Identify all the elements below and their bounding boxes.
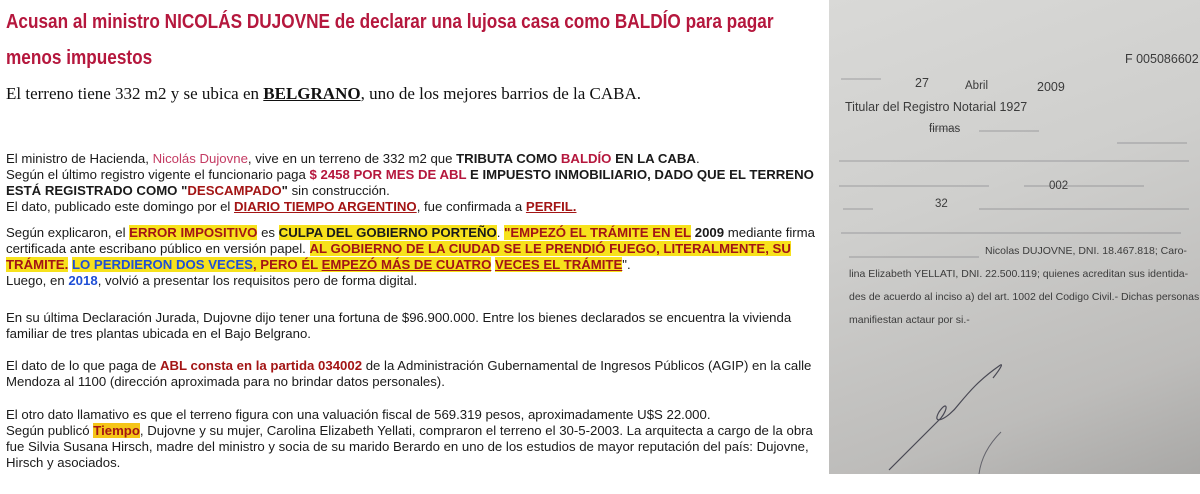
text-span: E IMPUESTO INMOBILIARIO, DADO QUE EL TERRENO ESTÁ REGISTRADO COMO ": [6, 167, 814, 198]
paragraph-5: [6, 407, 832, 471]
text-span: El dato, publicado este domingo por el: [6, 199, 234, 214]
text-span: Según explicaron, el: [6, 225, 130, 240]
text-span: sin construcción.: [287, 183, 390, 198]
paragraph-4: [6, 358, 832, 390]
document-line: des de acuerdo al inciso a) del art. 1002 del Codigo Civil.- Dichas personas: [849, 291, 1200, 303]
text-span: Luego, en: [6, 273, 69, 288]
text-span: "EMPEZÓ EL TRÁMITE EN EL: [504, 225, 692, 240]
perfil-link[interactable]: PERFIL.: [525, 199, 577, 214]
text-span: El dato de lo que paga de: [6, 358, 160, 373]
newspaper-link[interactable]: DIARIO TIEMPO ARGENTINO: [234, 199, 417, 214]
number-32: 32: [935, 198, 948, 210]
text-span: es: [257, 225, 279, 240]
text-span: , vive en un terreno de 332 m2 que: [247, 151, 457, 166]
text-span: EN LA CABA: [611, 151, 696, 166]
text-span: El ministro de Hacienda,: [6, 151, 153, 166]
text-span: DESCAMPADO: [187, 183, 282, 198]
text-span: 2018: [68, 273, 98, 288]
document-line: Nicolas DUJOVNE, DNI. 18.467.818; Caro-: [985, 245, 1187, 257]
text-span: .: [695, 151, 700, 166]
text-span: .: [496, 225, 505, 240]
text-span: CULPA DEL GOBIERNO PORTEÑO: [278, 225, 497, 240]
text-span: BALDÍO: [560, 151, 612, 166]
text-span: $ 2458 POR MES DE ABL: [309, 167, 467, 182]
paragraph-1: [6, 151, 832, 215]
firmas-word: firmas: [929, 123, 961, 135]
text-span: de la Administración Gubernamental de Ingresos Públicos (AGIP) en la calle Mendoza al 1100 (dirección aproximada para no brindar datos personales).: [6, 358, 812, 389]
lead-text: , uno de los mejores barrios de la CABA.: [360, 84, 642, 103]
paragraph-3: En su última Declaración Jurada, Dujovne dijo tener una fortuna de $96.900.000. Entre los bienes declarados se encuentra la vivienda familiar de tres plantas ubicada en el Bajo Belgrano.: [6, 310, 792, 341]
signature-scribble: [829, 0, 1200, 474]
lead-text: El terreno tiene 332 m2 y se ubica en: [6, 84, 264, 103]
text-span: ": [281, 183, 288, 198]
tiempo-link[interactable]: Tiempo: [93, 423, 140, 438]
text-span: , volvió a presentar los requisitos pero de forma digital.: [97, 273, 418, 288]
text-span: ".: [622, 257, 631, 272]
text-span: Según el último registro vigente el funcionario paga: [6, 167, 310, 182]
number-002: 002: [1049, 180, 1069, 192]
text-span: 2009: [694, 225, 725, 240]
notarial-document-photo: [829, 0, 1200, 474]
text-span: Según publicó: [6, 423, 94, 438]
text-span: .: [302, 241, 310, 256]
lead-place: BELGRANO: [263, 84, 361, 103]
text-span: , PERO ÉL: [252, 257, 322, 272]
text-span: LO PERDIERON DOS VECES: [71, 257, 253, 272]
text-span: VECES EL TRÁMITE: [495, 257, 623, 272]
document-line: manifiestan actaur por si.-: [849, 314, 970, 326]
text-span: El otro dato llamativo es que el terreno figura con una valuación fiscal de 569.319 pesos, aproximadamente U$S 22.000.: [6, 407, 711, 422]
text-span: ABL consta en la partida 034002: [159, 358, 363, 373]
document-day: 27: [915, 76, 929, 90]
text-span: , fue confirmada a: [416, 199, 526, 214]
document-serial: F 005086602: [1125, 52, 1199, 66]
text-span: EMPEZÓ MÁS DE CUATRO: [321, 257, 492, 272]
article-headline: Acusan al ministro NICOLÁS DUJOVNE de declarar una lujosa casa como BALDÍO para pagar menos impuestos: [6, 11, 774, 69]
text-span: AL GOBIERNO DE LA CIUDAD SE LE PRENDIÓ FUEGO, LITERALMENTE, SU TRÁMITE.: [6, 241, 791, 272]
paragraph-2: [6, 225, 832, 289]
text-span: TRIBUTA COMO: [456, 151, 561, 166]
text-span: , Dujovne y su mujer, Carolina Elizabeth Yellati, compraron el terreno el 30-5-2003. La arquitecta a cargo de la obra fue Silvia Susana Hirsch, madre del ministro y socia de su marido Berardo en uno de los estudios de mayor reputación del país: Dujovne, Hirsch y asociados.: [6, 423, 813, 470]
text-span: ERROR IMPOSITIVO: [129, 225, 258, 240]
text-span: mediante firma certificada ante escribano público en versión papel: [6, 225, 815, 256]
lead-paragraph: [6, 84, 641, 104]
document-month: Abril: [965, 80, 989, 92]
document-line: lina Elizabeth YELLATI, DNI. 22.500.119; quienes acreditan sus identida-: [849, 268, 1189, 280]
document-year: 2009: [1037, 80, 1065, 94]
registry-line: Titular del Registro Notarial 1927: [845, 100, 1028, 114]
minister-name-link[interactable]: Nicolás Dujovne: [152, 151, 248, 166]
